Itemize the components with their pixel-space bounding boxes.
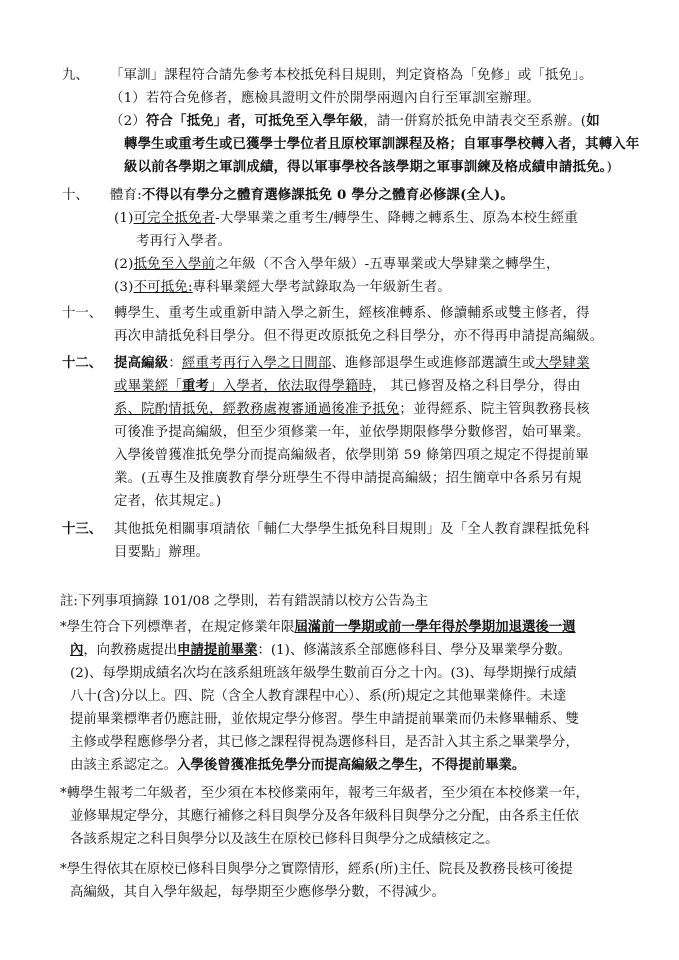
bullet-1-line-1-emph: 屆滿前一學期或前一學年得於學期加退選後一週 <box>294 619 576 635</box>
bullet-1-line-3: (2)、每學期成績名次均在該系組班該年級學生數前百分之十內。(3)、每學期操行成績 <box>70 666 577 681</box>
section-10-line-2 <box>114 253 560 276</box>
section-12-line-1-text: 、進修部退學生或進修部選讀生或 <box>331 356 536 371</box>
section-12-title: 提高編級 <box>114 355 169 371</box>
section-12-line-7: 定者，依其規定。) <box>114 494 222 509</box>
section-12-line-5: 入學後曾獲准抵免學分而提高編級者，依學則第 59 條第四項之規定不得提前畢 <box>114 448 589 463</box>
section-10-line-2-num: (2) <box>114 257 134 272</box>
section-12-line-2-bold: 重考 <box>181 378 210 394</box>
section-10-line-2-text: 之年級（不含入學年級）-五專畢業或大學肄業之轉學生， <box>215 257 560 272</box>
section-11-line-2: 再次申請抵免科目學分。但不得更改原抵免之科目學分，亦不得再申請提高編級。 <box>114 329 604 344</box>
section-12-line-3-u: 系、院酌情抵免，經教務處複審通過後准予抵免 <box>114 402 400 417</box>
section-12-line-3 <box>114 398 590 421</box>
section-13-line-1: 其他抵免相關事項請依「輔仁大學學生抵免科目規則」及「全人教育課程抵免科 <box>114 522 590 537</box>
section-10-number: 十、 <box>62 188 89 203</box>
section-10-line-3-text: 專科畢業經大學考試錄取為一年級新生者。 <box>192 280 451 295</box>
section-10-line-1 <box>114 207 578 230</box>
section-10-line-3-num: (3) <box>114 280 134 295</box>
section-12-line-3-text: ；並得經系、院主管與教務長核 <box>399 402 590 417</box>
bullet-1-line-6: 主修或學程應修學分者，其已修之課程得視為選修科目，是否計入其主系之畢業學分， <box>70 735 579 750</box>
section-12-line-2-u1: 或畢業經「 <box>114 379 182 394</box>
section-9-sub-2-line-3 <box>124 156 612 179</box>
section-12-line-6: 業。(五專生及推廣教育學分班學生不得申請提高編級；招生簡章中各系另有規 <box>114 471 582 486</box>
bullet-3-line-1: *學生得依其在原校已修科目與學分之實際情形，經系(所)主任、院長及教務長核可後提 <box>60 862 573 877</box>
section-10-line-2-key: 抵免至入學前 <box>133 257 216 272</box>
bullet-1-line-2-rest: ：(1)、修滿該系全部應修科目、學分及畢業學分數。 <box>257 643 572 658</box>
section-10-line-1-text: -大學畢業之重考生/轉學生、降轉之轉系生、原為本校生經重 <box>215 211 578 226</box>
section-11-line-1: 轉學生、重考生或重新申請入學之新生，經核准轉系、修讀輔系或雙主修者，得 <box>114 306 590 321</box>
note-heading: 註:下列事項摘錄 101/08 之學則，若有錯誤請以校方公告為主 <box>60 594 429 609</box>
bullet-1-line-2 <box>70 639 571 662</box>
section-9-sub-2-bold-a: 符合「抵免」者，可抵免至入學年級 <box>145 113 364 129</box>
section-9-heading: 「軍訓」課程符合請先參考本校抵免科目規則，判定資格為「免修」或「抵免」。 <box>110 68 593 83</box>
section-10-line-3 <box>114 276 451 299</box>
bullet-3-line-2: 高編級，其自入學年級起，每學期至少應修學分數，不得減少。 <box>70 885 445 900</box>
bullet-1-line-7-bold: 入學後曾獲准抵免學分而提高編級之學生，不得提前畢業。 <box>177 757 526 773</box>
section-10-line-3-key: 不可抵免: <box>133 280 193 295</box>
bullet-1-line-1-text: *學生符合下列標準者，在規定修業年限 <box>60 620 295 635</box>
bullet-1-line-7 <box>70 754 525 777</box>
section-12-line-2-u2: 」入學者，依法取得學籍時 <box>209 379 373 394</box>
section-9-number: 九、 <box>62 68 89 83</box>
section-9-sub-2-text: ，請一併寫於抵免申請表交至系辦。( <box>363 114 587 129</box>
bullet-2-line-2: 並修畢規定學分，其應行補修之科目與學分及各年級科目與學分之分配，由各系主任依 <box>70 809 579 824</box>
bullet-1-line-2-text: ，向教務處提出 <box>83 643 178 658</box>
section-10-heading-label: 體育: <box>110 188 142 203</box>
bullet-1-line-5: 提前畢業標準者仍應註冊，並依規定學分修習。學生申請提前畢業而仍未修畢輔系、雙 <box>70 712 579 727</box>
section-11-number: 十一、 <box>62 306 103 321</box>
section-9-sub-2-line-3-text: 級以前各學期之軍訓成績，得以軍事學校各該學期之軍事訓練及格成績申請抵免。 <box>124 159 607 175</box>
section-12-number: 十二、 <box>62 355 103 371</box>
section-12-line-2 <box>114 375 581 398</box>
section-12-line-1-u2: 大學肄業 <box>535 356 590 371</box>
bullet-1-line-2-key: 申請提前畢業 <box>177 642 258 658</box>
bullet-2-line-1: *轉學生報考二年級者，至少須在本校修業兩年，報考三年級者，至少須在本校修業一年， <box>60 786 589 801</box>
section-9-sub-1: （1）若符合免修者，應檢具證明文件於開學兩週內自行至軍訓室辦理。 <box>110 91 541 106</box>
section-10-line-1-num: (1) <box>114 211 134 226</box>
bullet-1-line-2-emph: 內 <box>70 642 84 658</box>
bullet-2-line-3: 各該系規定之科目與學分以及該生在原校已修科目與學分之成績核定之。 <box>70 832 499 847</box>
section-9-sub-2-ru: 如 <box>586 113 600 129</box>
bullet-1-line-4: 八十(含)分以上。四、院（含全人教育課程中心）、系(所)規定之其他畢業條件。未達 <box>70 689 567 704</box>
section-12-line-1-u1: 經重考再行入學之日間部 <box>181 356 332 371</box>
section-12-line-4: 可後准予提高編級，但至少須修業一年，並依學期限修學分數修習，始可畢業。 <box>114 425 590 440</box>
section-9-sub-2-bold <box>146 113 363 129</box>
bullet-1-line-7-text: 由該主系認定之。 <box>70 758 178 773</box>
section-10-line-1-cont: 考再行入學者。 <box>136 234 232 249</box>
section-12-line-1 <box>114 352 590 375</box>
section-9-sub-2-close: ) <box>606 160 612 175</box>
section-12-colon: ： <box>168 356 182 371</box>
section-12-line-2-text: ， 其已修習及格之科目學分，得由 <box>372 379 581 394</box>
bullet-1-line-1 <box>60 616 576 639</box>
section-13-number: 十三、 <box>62 521 103 537</box>
section-10-heading <box>110 184 514 207</box>
section-9-sub-2-line-2: 轉學生或重考生或已獲學士學位者且原校軍訓課程及格；自軍事學校轉入者，其轉入年 <box>124 136 640 152</box>
section-13-line-2: 目要點」辦理。 <box>114 545 210 560</box>
section-9-sub-2 <box>110 110 600 133</box>
section-9-sub-2-prefix: （2） <box>110 114 146 129</box>
section-10-line-1-key: 可完全抵免者 <box>133 211 216 226</box>
section-10-heading-rule: 不得以有學分之體育選修課抵免 0 學分之體育必修課(全人)。 <box>141 187 514 203</box>
